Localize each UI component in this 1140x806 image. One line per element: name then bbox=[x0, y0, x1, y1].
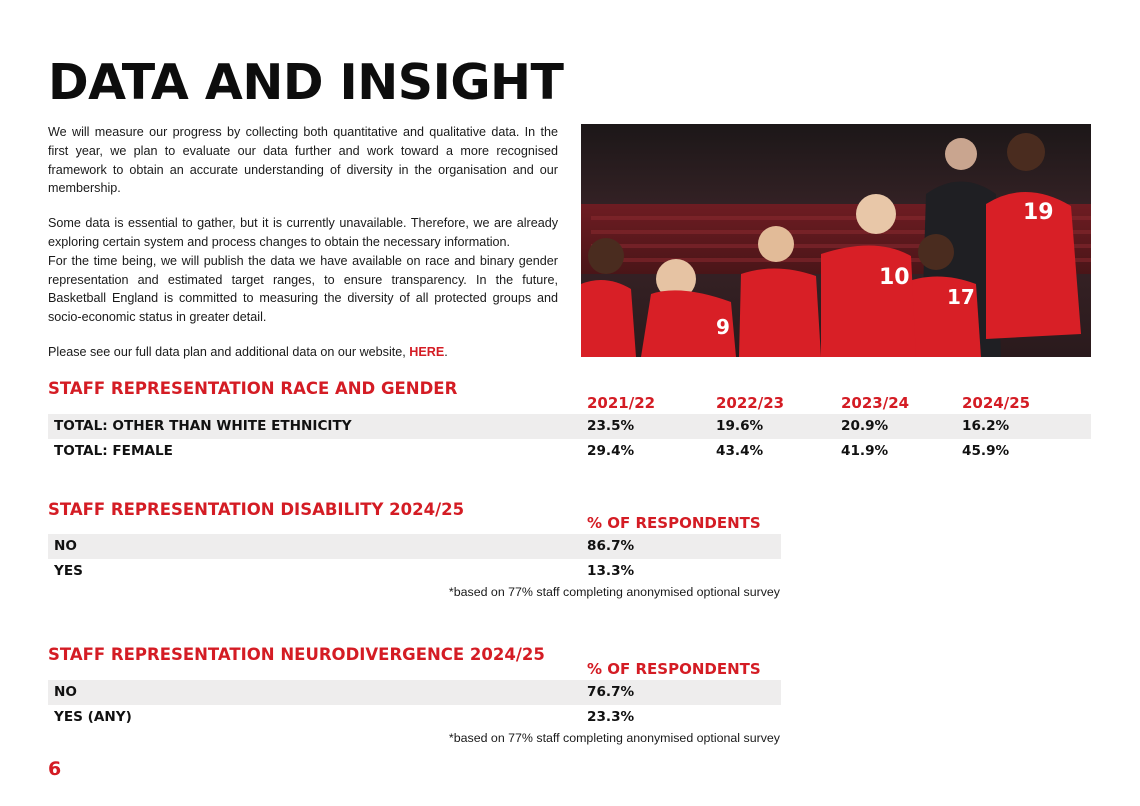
row-value: 86.7% bbox=[587, 538, 635, 554]
disability-footnote: *based on 77% staff completing anonymised optional survey bbox=[448, 585, 780, 599]
row-value: 41.9% bbox=[841, 443, 889, 459]
row-value: 45.9% bbox=[962, 443, 1010, 459]
intro-paragraph-3: For the time being, we will publish the data we have available on race and binary gender representation and estimated target ranges, to ensure transparency. In the future, Basketball England is committed to measuring the diversity of all protected groups and socio-economic status in greater detail. bbox=[48, 253, 558, 325]
row-value: 23.3% bbox=[587, 709, 635, 725]
row-label: YES (ANY) bbox=[54, 709, 132, 725]
row-value: 29.4% bbox=[587, 443, 635, 459]
team-photo bbox=[581, 124, 1091, 357]
neurodivergence-title: STAFF REPRESENTATION NEURODIVERGENCE 2024/25 bbox=[48, 645, 545, 664]
jersey-number-19: 19 bbox=[1023, 200, 1054, 225]
table-row bbox=[48, 680, 781, 705]
jersey-number-9: 9 bbox=[716, 315, 730, 339]
row-label: YES bbox=[54, 563, 83, 579]
row-value: 13.3% bbox=[587, 563, 635, 579]
intro-text bbox=[48, 123, 558, 362]
intro-paragraph-2: Some data is essential to gather, but it is currently unavailable. Therefore, we are already exploring certain system and process changes to obtain the necessary information. bbox=[48, 216, 558, 249]
race-gender-col-2021: 2021/22 bbox=[587, 394, 656, 412]
table-row bbox=[48, 534, 781, 559]
table-row bbox=[48, 439, 1091, 464]
row-value: 20.9% bbox=[841, 418, 889, 434]
jersey-number-17: 17 bbox=[947, 285, 975, 309]
race-gender-col-2024: 2024/25 bbox=[962, 394, 1031, 412]
jersey-number-10: 10 bbox=[879, 265, 910, 290]
row-label: TOTAL: FEMALE bbox=[54, 443, 173, 459]
table-row bbox=[48, 414, 1091, 439]
intro-paragraph-4 bbox=[48, 343, 558, 362]
page-title: DATA AND INSIGHT bbox=[48, 54, 564, 111]
row-value: 76.7% bbox=[587, 684, 635, 700]
neurodivergence-footnote: *based on 77% staff completing anonymised optional survey bbox=[448, 731, 780, 745]
website-link[interactable]: HERE bbox=[409, 344, 445, 359]
disability-title: STAFF REPRESENTATION DISABILITY 2024/25 bbox=[48, 500, 465, 519]
intro-paragraph-1: We will measure our progress by collecting both quantitative and qualitative data. In the first year, we plan to evaluate our data further and work toward a more recognised framework to obtain an accurate understanding of diversity in the organisation and our membership. bbox=[48, 125, 558, 196]
page-number: 6 bbox=[48, 758, 62, 780]
race-gender-col-2023: 2023/24 bbox=[841, 394, 910, 412]
row-label: NO bbox=[54, 684, 77, 700]
race-gender-title: STAFF REPRESENTATION RACE AND GENDER bbox=[48, 379, 458, 398]
row-value: 43.4% bbox=[716, 443, 764, 459]
neurodivergence-col-respondents: % OF RESPONDENTS bbox=[587, 660, 761, 678]
race-gender-col-2022: 2022/23 bbox=[716, 394, 785, 412]
table-row bbox=[48, 559, 781, 584]
row-value: 19.6% bbox=[716, 418, 764, 434]
table-row bbox=[48, 705, 781, 730]
row-label: TOTAL: OTHER THAN WHITE ETHNICITY bbox=[54, 418, 352, 434]
row-value: 23.5% bbox=[587, 418, 635, 434]
disability-col-respondents: % OF RESPONDENTS bbox=[587, 514, 761, 532]
row-value: 16.2% bbox=[962, 418, 1010, 434]
row-label: NO bbox=[54, 538, 77, 554]
website-text-end: . bbox=[444, 344, 448, 359]
website-text: Please see our full data plan and additional data on our website, bbox=[48, 344, 406, 359]
